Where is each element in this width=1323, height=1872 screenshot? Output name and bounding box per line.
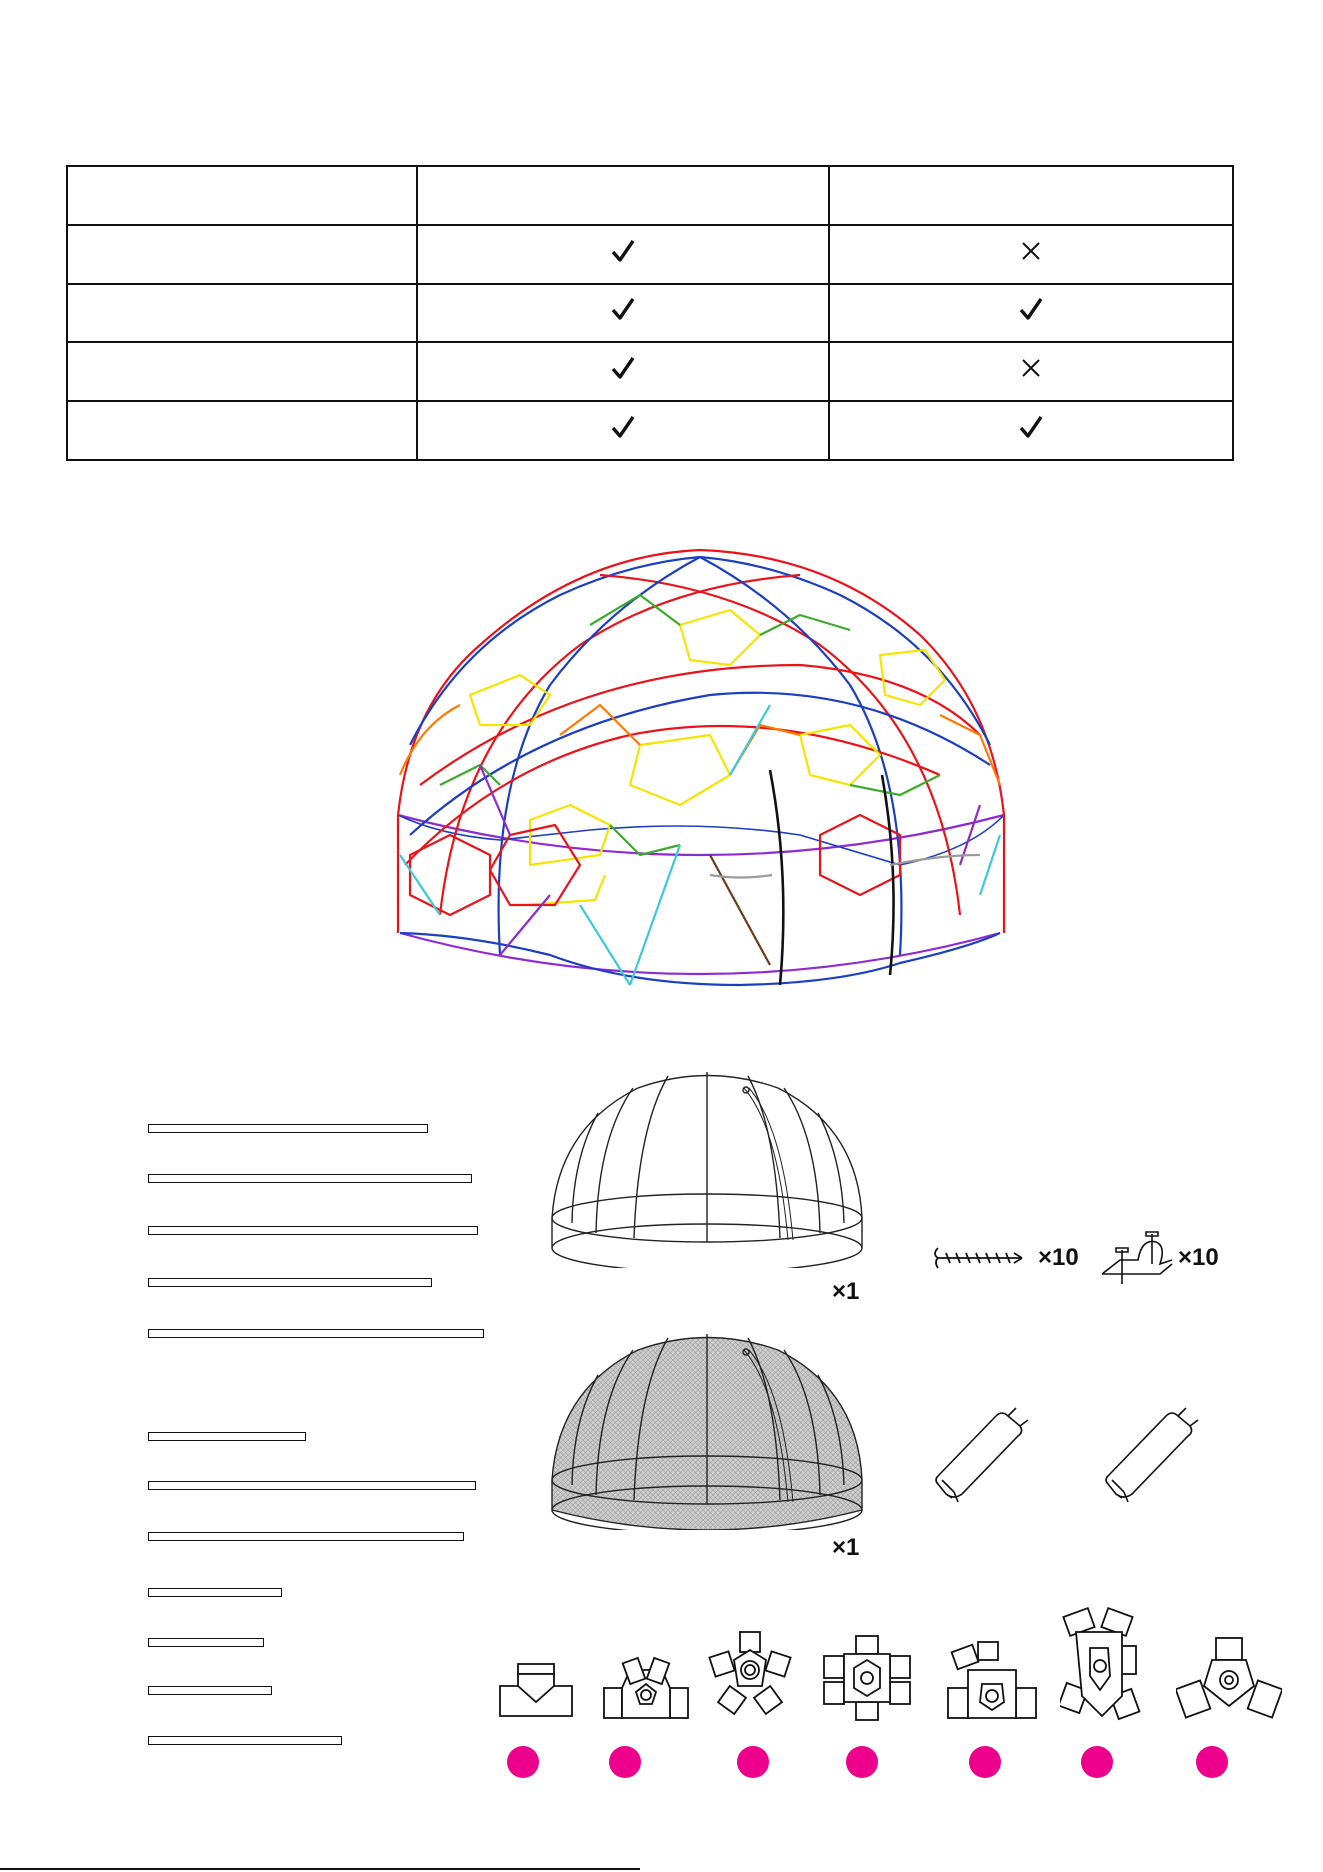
pole-bar (148, 1736, 342, 1745)
pole-bar (148, 1124, 428, 1133)
connector-vertical-icon (1060, 1606, 1144, 1724)
connector-marker (1196, 1746, 1228, 1778)
row-label (67, 342, 417, 401)
clamp-qty: ×10 (1178, 1244, 1219, 1271)
mesh-cover-illustration (548, 1330, 866, 1530)
pole-bar (148, 1532, 464, 1541)
table-row (67, 284, 1233, 343)
cross-icon (829, 342, 1233, 401)
row-label (67, 401, 417, 460)
connector-marker (846, 1746, 878, 1778)
pole-bar (148, 1588, 282, 1597)
cross-icon (829, 225, 1233, 284)
header-cell (417, 166, 829, 225)
pole-bar (148, 1686, 272, 1695)
connector-marker (969, 1746, 1001, 1778)
connector-4-way-angle-icon (944, 1640, 1040, 1724)
connector-marker (1081, 1746, 1113, 1778)
row-label (67, 284, 417, 343)
pole-bar (148, 1226, 478, 1235)
table-header-row (67, 166, 1233, 225)
pole-bar (148, 1432, 306, 1441)
mesh-cover-qty: ×1 (832, 1534, 860, 1561)
check-icon (417, 284, 829, 343)
pole-bar (148, 1278, 432, 1287)
table-row (67, 225, 1233, 284)
connector-t-icon (496, 1660, 576, 1720)
geodesic-dome-illustration (380, 535, 1020, 995)
check-icon (829, 284, 1233, 343)
connector-6-way-icon (822, 1634, 914, 1722)
comparison-table (66, 165, 1234, 461)
clear-cover-illustration (548, 1068, 866, 1268)
table-row (67, 342, 1233, 401)
connector-marker (507, 1746, 539, 1778)
peg-qty: ×10 (1038, 1244, 1079, 1271)
connector-marker (737, 1746, 769, 1778)
pole-clamp-icon (1098, 1224, 1174, 1290)
storage-bag-icon (1102, 1406, 1202, 1502)
connector-5-way-star-icon (706, 1630, 794, 1718)
ground-peg-icon (930, 1244, 1030, 1272)
pole-bar (148, 1638, 264, 1647)
header-cell (829, 166, 1233, 225)
pole-bar (148, 1329, 484, 1338)
pole-bar (148, 1481, 476, 1490)
table-row (67, 401, 1233, 460)
connector-5-way-icon (600, 1652, 692, 1722)
check-icon (417, 225, 829, 284)
check-icon (417, 401, 829, 460)
connector-marker (609, 1746, 641, 1778)
connector-3-way-icon (1176, 1636, 1282, 1724)
clear-cover-qty: ×1 (832, 1278, 860, 1305)
header-cell (67, 166, 417, 225)
row-label (67, 225, 417, 284)
check-icon (417, 342, 829, 401)
pole-bar (148, 1174, 472, 1183)
footer-rule (0, 1868, 640, 1870)
check-icon (829, 401, 1233, 460)
storage-bag-icon (932, 1406, 1032, 1502)
